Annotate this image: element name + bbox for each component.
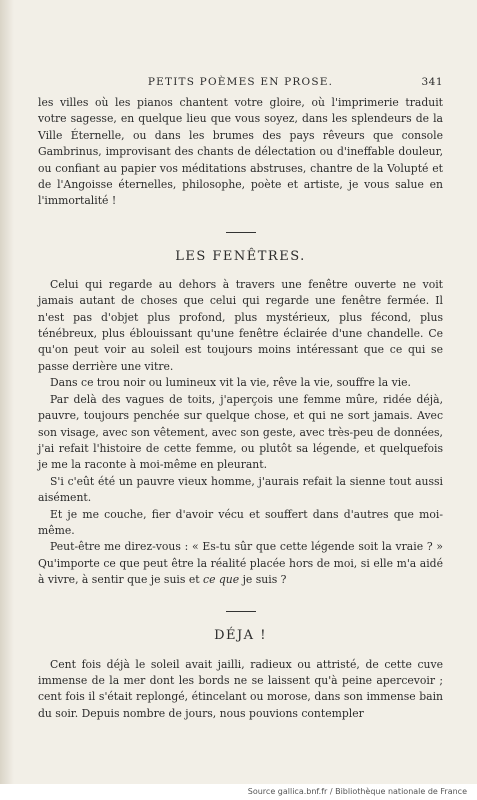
running-header [38,76,443,92]
source-footer [0,784,477,800]
italic-phrase: ce que [203,573,240,587]
paragraph-text-end: je suis ? [239,573,287,587]
paragraph-fenetres-3: Par delà des vagues de toits, j'aperçois une femme mûre, ridée déjà, pauvre, toujours penchée sur quelque chose, et qui ne sort jamais. Avec son visage, avec son vêtement, avec son geste, avec très-peu de données, j'ai refait l'histoire de cette femme, ou plutôt sa légende, et quelquefois je me la raconte à moi-même en pleurant. [38,392,443,472]
intro-paragraph: les villes où les pianos chantent votre gloire, où l'imprimerie traduit votre sagesse, en quelque lieu que vous soyez, dans les splendeurs de la Ville Éternelle, ou dans les brumes des pays rêveurs que console Gambrinus, improvisant des chants de délectation ou d'ineffable douleur, ou confiant au papier vos méditations abstruses, chantre de la Volupté et de l'Angoisse éternelles, philosophe, poète et artiste, je vous salue en l'immortalité ! [38,96,443,208]
page-body [38,76,443,722]
paragraph-text: Peut-être me direz-vous : « Es-tu sûr que cette légende soit la vraie ? » Qu'importe ce que peut être la réalité placée hors de moi, si elle m'a aidé à vivre, à sentir que je suis et [38,540,443,587]
paragraph-fenetres-2: Dans ce trou noir ou lumineux vit la vie, rêve la vie, souffre la vie. [50,376,411,390]
section-divider [226,232,256,233]
running-title: PETITS POÈMES EN PROSE. [147,76,334,88]
paragraph-fenetres-6 [38,539,443,588]
page-number: 341 [421,76,443,88]
paragraph-deja-1: Cent fois déjà le soleil avait jailli, radieux ou attristé, de cette cuve immense de la mer dont les bords ne se laissent qu'à peine apercevoir ; cent fois il s'était replongé, étincelant ou morose, dans son immense bain du soir. Depuis nombre de jours, nous pouvions contempler [38,657,443,720]
paragraph-fenetres-5: Et je me couche, fier d'avoir vécu et souffert dans d'autres que moi-même. [38,507,443,537]
source-credit: Source gallica.bnf.fr / Bibliothèque nationale de France [247,787,467,796]
section-title-deja: DÉJA ! [214,627,267,643]
section-title-fenetres: LES FENÊTRES. [175,248,306,264]
paragraph-fenetres-4: S'i c'eût été un pauvre vieux homme, j'aurais refait la sienne tout aussi aisément. [38,474,443,505]
paragraph-fenetres-1: Celui qui regarde au dehors à travers une fenêtre ouverte ne voit jamais autant de choses que celui qui regarde une fenêtre fermée. Il n'est pas d'objet plus profond, plus mystérieux, plus fécond, plus ténébreux, plus éblouissant qu'une fenêtre éclairée d'une chandelle. Ce qu'on peut voir au soleil est toujours moins intéressant que ce qui se passe derrière une vitre. [38,277,443,373]
section-divider [226,611,256,612]
